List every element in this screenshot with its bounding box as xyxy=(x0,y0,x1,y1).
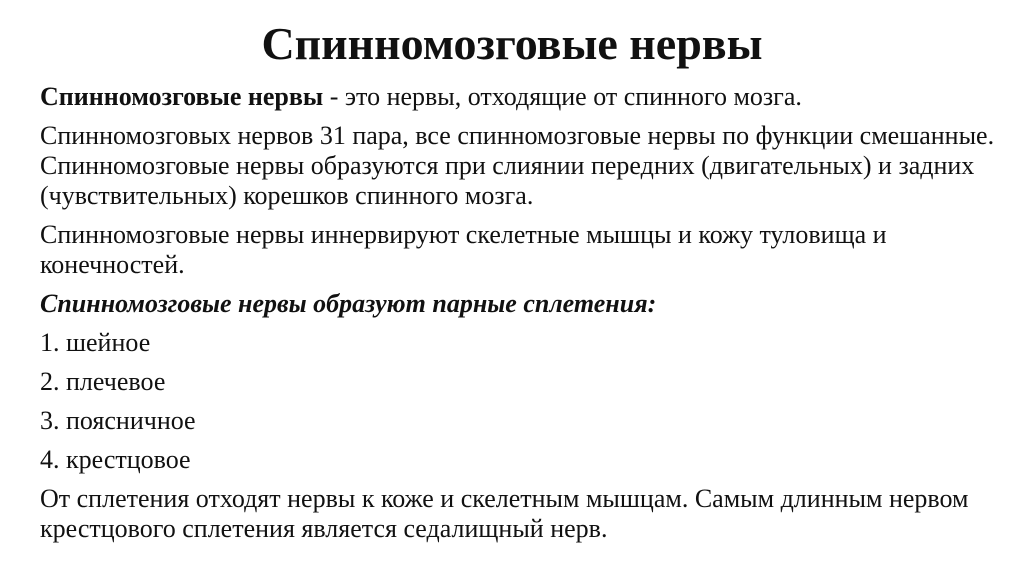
plexus-heading: Спинномозговые нервы образуют парные сплетения: xyxy=(40,289,657,318)
slide-content xyxy=(40,82,1000,553)
slide-title: Спинномозговые нервы xyxy=(261,18,763,69)
definition-term: Спинномозговые нервы xyxy=(40,82,324,111)
plexus-item-brachial: 2. плечевое xyxy=(40,367,166,396)
plexus-item-sacral: 4. крестцовое xyxy=(40,445,191,474)
innervation-paragraph: Спинномозговые нервы иннервируют скелетные мышцы и кожу туловища и конечностей. xyxy=(40,220,887,279)
closing-paragraph: От сплетения отходят нервы к коже и скелетным мышцам. Самым длинным нервом крестцового сплетения является седалищный нерв. xyxy=(40,484,969,543)
definition-paragraph xyxy=(40,82,1000,112)
plexus-item-lumbar: 3. поясничное xyxy=(40,406,196,435)
definition-text: - это нервы, отходящие от спинного мозга. xyxy=(323,82,802,111)
nerve-count-paragraph: Спинномозговых нервов 31 пара, все спинномозговые нервы по функции смешанные. Спинномозговые нервы образуются при слиянии передних (двигательных) и задних (чувствительных) корешков спинного мозга. xyxy=(40,121,995,210)
plexus-item-cervical: 1. шейное xyxy=(40,328,151,357)
